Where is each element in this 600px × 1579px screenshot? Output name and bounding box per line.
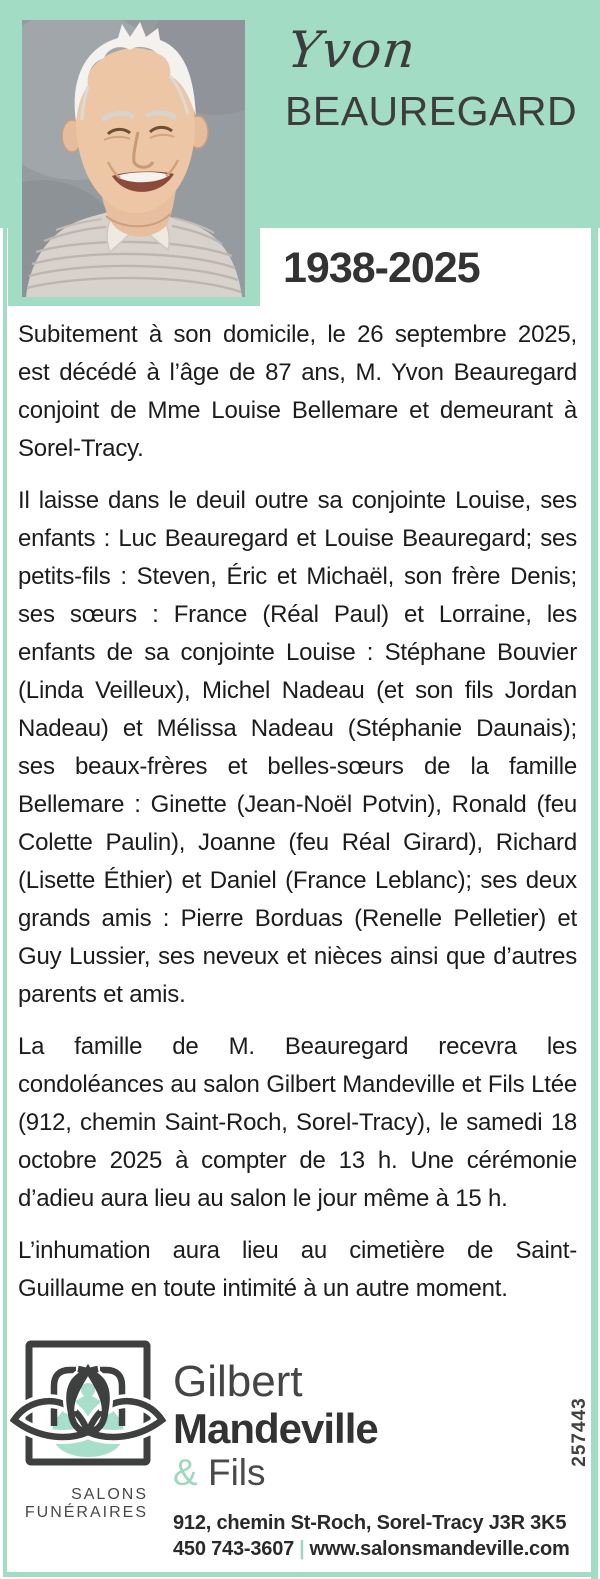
paragraph-burial: L’inhumation aura lieu au cimetière de Saint-Guillaume en toute intimité à un autre moment. <box>18 1237 577 1302</box>
last-name: BEAUREGARD <box>285 88 578 134</box>
obituary-text <box>18 316 577 1322</box>
funeral-home-contact <box>173 1510 583 1562</box>
paragraph-visitation: La famille de M. Beauregard recevra les condoléances au salon Gilbert Mandeville et Fils Ltée (912, chemin Saint-Roch, Sorel-Tracy), le samedi 18 octobre 2025 à compter de 13 h. Une cérémonie d’adieu aura lieu au salon le jour même à 15 h. <box>18 1033 577 1212</box>
portrait-photo <box>22 20 245 297</box>
years-banner <box>260 228 591 308</box>
paragraph-survivors: Il laisse dans le deuil outre sa conjointe Louise, ses enfants : Luc Beauregard et Louise Beauregard; ses petits-fils : Steven, Éric et Michaël, son frère Denis; ses sœurs : France (Réal Paul) et Lorraine, les enfants de sa conjointe Louise : Stéphane Bouvier (Linda Veilleux), Michel Nadeau (et son fils Jordan Nadeau) et Mélissa Nadeau (Stéphanie Daunais); ses beaux-frères et belles-sœurs de la famille Bellemare : Ginette (Jean-Noël Potvin), Ronald (feu Colette Paulin), Joanne (feu Réal Girard), Richard (Lisette Éthier) et Daniel (France Leblanc); ses deux grands amis : Pierre Borduas (Renelle Pelletier) et Guy Lussier, ses neveux et nièces ainsi que d’autres parents et amis. <box>18 487 577 1008</box>
paragraph-death-notice: Subitement à son domicile, le 26 septembre 2025, est décédé à l’âge de 87 ans, M. Yvon Beauregard conjoint de Mme Louise Bellemare et demeurant à Sorel-Tracy. <box>18 321 577 462</box>
portrait-illustration <box>22 20 245 297</box>
separator-bar: | <box>299 1538 305 1560</box>
deceased-name <box>285 20 585 134</box>
funeral-home-logo <box>10 1340 168 1468</box>
notice-reference-number: 257443 <box>569 1397 590 1467</box>
salons-line: SALONS <box>71 1486 148 1503</box>
fils-text: Fils <box>207 1452 266 1493</box>
first-name: Yvon <box>285 21 419 79</box>
funeral-home-name <box>173 1358 573 1494</box>
brand-mandeville: Mandeville <box>173 1405 378 1452</box>
salons-funeraires-label <box>0 1486 148 1522</box>
phone-website-line <box>173 1536 583 1562</box>
funeraires-line: FUNÉRAIRES <box>24 1504 148 1521</box>
website-url[interactable]: www.salonsmandeville.com <box>309 1538 570 1560</box>
address-line: 912, chemin St-Roch, Sorel-Tracy J3R 3K5 <box>173 1512 567 1534</box>
frame-border-bottom <box>3 1572 598 1577</box>
phone-number: 450 743-3607 <box>173 1538 295 1560</box>
lotus-logo-icon <box>10 1340 168 1468</box>
frame-border-left <box>3 228 7 1577</box>
frame-border-right <box>591 0 598 1579</box>
brand-gilbert: Gilbert <box>173 1357 303 1406</box>
ampersand: & <box>173 1452 198 1493</box>
brand-et-fils <box>173 1452 573 1494</box>
birth-death-years: 1938-2025 <box>283 243 480 292</box>
